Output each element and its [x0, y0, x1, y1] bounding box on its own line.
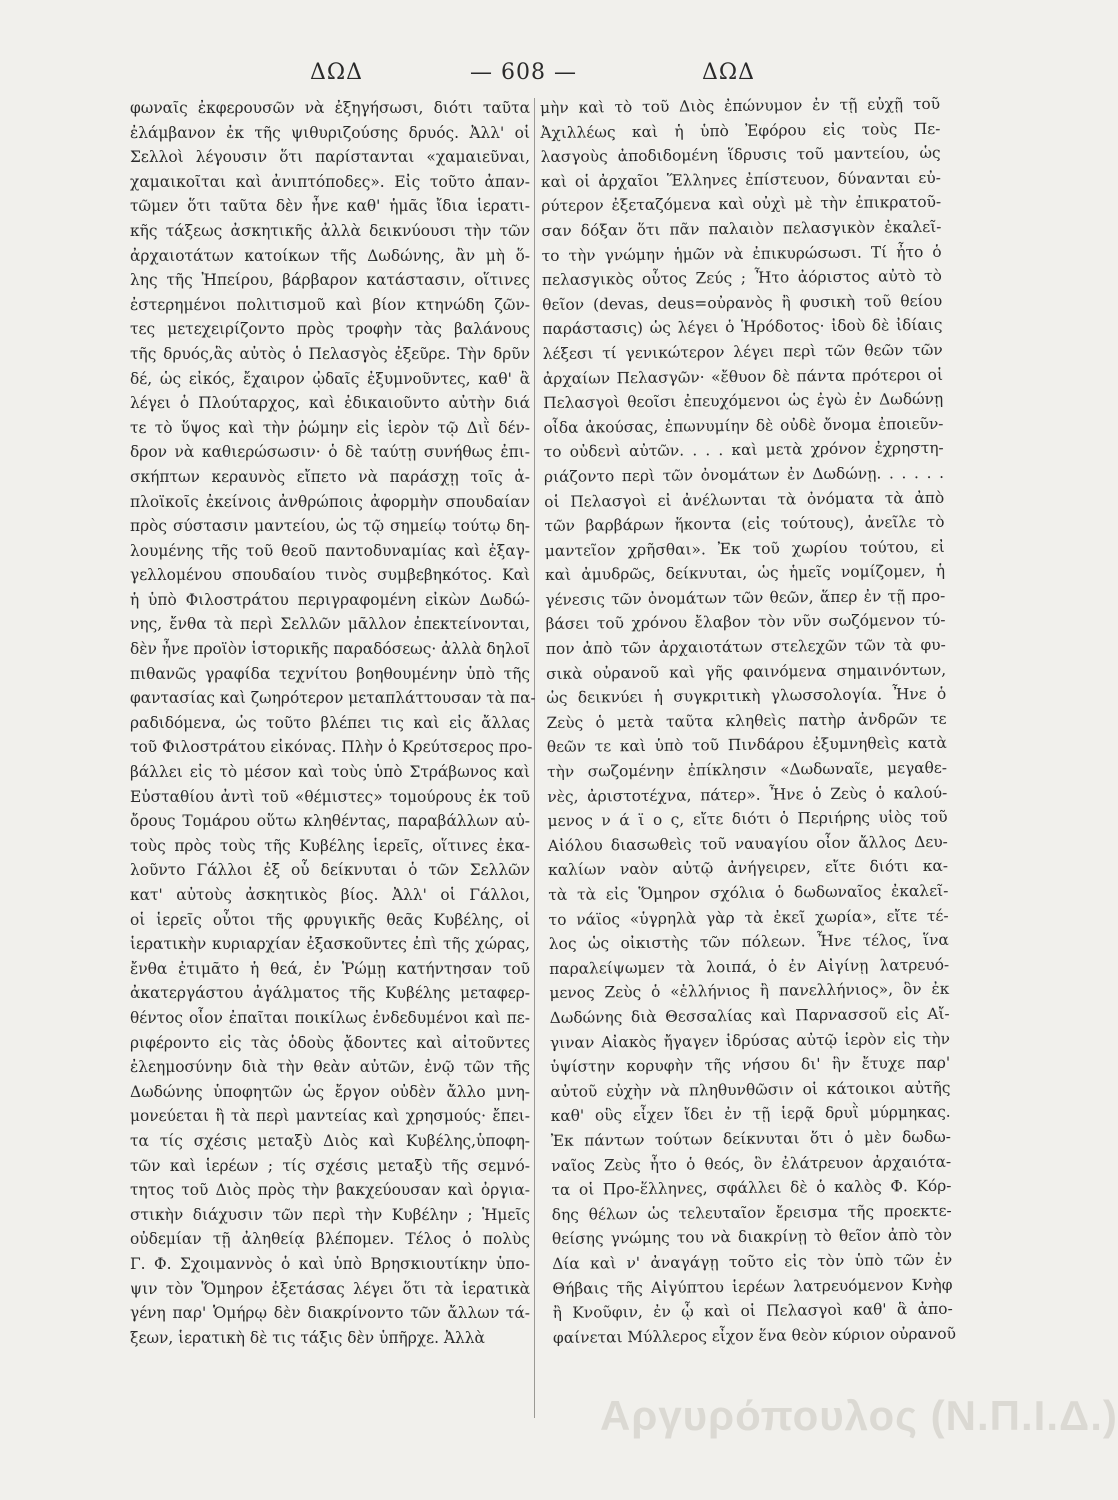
text-line: καθ' οὓς εἶχεν ἴδει ἐν τῇ ἱερᾷ δρυῒ μύρμηκας. [550, 1103, 951, 1126]
text-line: ὄρους Τομάρου οὕτω κληθέντας, παραβάλλων αὐ- [130, 812, 530, 831]
text-line: θείσης γνώμης του νὰ διακρίνῃ τὸ θεῖον ἀπὸ τὸν [551, 1226, 953, 1249]
text-line: τητος τοῦ Διὸς πρὸς τὴν βακχεύουσαν καὶ ὀργια- [130, 1181, 530, 1200]
text-line: μενος ν ά ϊ ο ς, εἴτε διότι ὁ Περιήρης υἱὸς τοῦ [547, 807, 948, 831]
text-line: σαν δόξαν ὅτι πᾶν παλαιὸν πελασγικὸν ἐκαλεῖ- [541, 217, 942, 240]
text-line: πιθανῶς γραφίδα τεχνίτου βοηθουμένην ὑπὸ τῆς [130, 664, 530, 683]
text-line: μαντεῖον χρῆσθαι». Ἐκ τοῦ χωρίου τούτου, εἰ [544, 537, 945, 560]
text-line: στικὴν διάχυσιν τῶν περὶ τὴν Κυβέλην ; Ἡμεῖς [130, 1205, 530, 1224]
text-line: κῆς τάξεως ἀσκητικῆς ἀλλὰ δεικνύουσι τὴν τῶν [130, 221, 530, 240]
watermark: Αργυρόπουλος (Ν.Π.Ι.Δ.) [600, 1392, 1118, 1439]
text-line: τῶν βαρβάρων ἥκοντα (εἰς τούτους), ἀνεῖλε τὸ [544, 512, 945, 536]
text-line: πον ἀπὸ τῶν ἀρχαιοτάτων στελεχῶν τῶν τὰ φυ- [545, 635, 946, 659]
page-number: — 608 — [470, 60, 577, 85]
text-line: τὰ τὰ εἰς Ὅμηρον σχόλια ὁ δωδωναῖος ἐκαλεῖ- [548, 881, 949, 904]
text-line: δης θέλων ὡς τελευταῖον ἔρεισμα τῆς προεκτε- [551, 1201, 952, 1224]
text-line: γένη παρ' Ὁμήρῳ δὲν διακρίνοντο τῶν ἄλλων τά- [130, 1304, 530, 1323]
text-line: αὐτοῦ εὐχὴν νὰ πληθυνθῶσιν οἱ κάτοικοι αὐτῆς [550, 1078, 951, 1101]
text-line: Δωδώνης ὑποφητῶν ὡς ἔργον οὐδὲν ἄλλο μνη- [130, 1082, 530, 1101]
text-line: λοῦντο Γάλλοι ἐξ οὗ δείκνυται ὁ τῶν Σελλῶν [130, 861, 530, 880]
text-line: ἐλεημοσύνην διὰ τὴν θεὰν αὐτῶν, ἐνῷ τῶν τῆς [130, 1058, 530, 1077]
text-line: Εὐσταθίου ἀντὶ τοῦ «θέμιστες» τομούρους ἐκ τοῦ [130, 787, 530, 806]
text-line: ραδιδόμενα, ὡς τοῦτο βλέπει τις καὶ εἰς ἄλλας [130, 713, 530, 732]
text-line: λέξεσι τί γενικώτερον λέγει περὶ τῶν θεῶν τῶν [542, 340, 943, 363]
text-line: τοῦ Φιλοστράτου εἰκόνας. Πλὴν ὁ Κρεύτσερος προ- [130, 738, 533, 757]
text-line: θεῶν τε καὶ ὑπὸ τοῦ Πινδάρου ἐξυμνηθεὶς κατὰ [546, 734, 947, 757]
text-line: το τὴν γνώμην ἡμῶν νὰ ἐπικυρώσωσι. Τί ἦτο ὁ [541, 242, 942, 265]
text-line: Ζεὺς ὁ μετὰ ταῦτα κληθεὶς πατὴρ ἀνδρῶν τε [546, 709, 947, 732]
header-right-term: ΔΩΔ [702, 60, 756, 85]
text-line: παράστασις) ὡς λέγει ὁ Ἡρόδοτος· ἰδοὺ δὲ ἰδίαις [542, 316, 943, 339]
left-column [130, 96, 536, 1350]
text-line: σικὰ οὐρανοῦ καὶ γῆς φαινόμενα σημαινόντων, [545, 660, 947, 683]
text-line: καὶ ἀμυδρῶς, δείκνυται, ὡς ἡμεῖς νομίζομεν, ἡ [544, 562, 946, 585]
text-line: ἀκατεργάστου ἀγάλματος τῆς Κυβέλης μεταφερ- [130, 984, 530, 1003]
text-line: καλίων ναὸν αὐτῷ ἀνήγειρεν, εἴτε διότι κα- [548, 857, 949, 880]
text-line: ἀρχαιοτάτων κατοίκων τῆς Δωδώνης, ἂν μὴ ὅ- [130, 246, 530, 265]
text-line: γένεσις τῶν ὀνομάτων τῶν θεῶν, ἅπερ ἐν τῇ προ- [545, 586, 946, 609]
text-line: λος ὡς οἰκιστὴς τῶν πόλεων. Ἦνε τέλος, ἵνα [548, 930, 949, 954]
text-line: Θήβαις τῆς Αἰγύπτου ἱερέων λατρευόμενον Κνὴφ [552, 1275, 953, 1298]
text-line: ἐστερημένοι πολιτισμοῦ καὶ βίον κτηνώδη ζῶν- [130, 295, 530, 314]
text-line: κατ' αὐτοὺς ἀσκητικὸς βίος. Ἀλλ' οἱ Γάλλοι, [130, 886, 530, 904]
text-line: φαντασίας καὶ ζωηρότερον μεταπλάττουσαν τὰ πα- [130, 689, 536, 708]
text-line: οὐδεμίαν τῇ ἀληθείᾳ βλέπομεν. Τέλος ὁ πολὺς [130, 1230, 530, 1249]
text-line: τες μετεχειρίζοντο πρὸς τροφὴν τὰς βαλάνους [130, 320, 530, 339]
text-line: ναῖος Ζεὺς ἦτο ὁ θεός, ὃν ἐλάτρευον ἀρχαιότα- [551, 1152, 952, 1175]
text-line: ξεων, ἱερατικὴ δὲ τις τάξις δὲν ὑπῆρχε. Ἀλλὰ [130, 1328, 485, 1347]
text-line: ἢ Κνοῦφιν, ἐν ᾧ καὶ οἱ Πελασγοὶ καθ' ἃ ἀπο- [552, 1299, 953, 1323]
text-line: θεῖον (devas, deus=οὐρανὸς ἢ φυσικὴ τοῦ θείου [542, 291, 943, 314]
text-line: Γ. Φ. Σχοιμαννὸς ὁ καὶ ὑπὸ Βρησκιουτίκην ὑπο- [130, 1254, 530, 1273]
text-line: το νάϊος «ὑγρηλὰ γὰρ τὰ ἐκεῖ χωρία», εἴτε τέ- [548, 906, 949, 929]
text-line: ἡ ὑπὸ Φιλοστράτου περιγραφομένη εἰκὼν Δωδώ- [130, 590, 530, 609]
text-line: λης τῆς Ἠπείρου, βάρβαρον κατάστασιν, οἵτινες [130, 271, 530, 290]
text-line: ἀρχαίων Πελασγῶν· «ἔθυον δὲ πάντα πρότεροι οἱ [542, 365, 944, 388]
text-line: τῆς δρυός,ἃς αὐτὸς ὁ Πελασγὸς ἐξεῦρε. Τὴν δρῦν [130, 344, 530, 363]
column-divider [534, 98, 535, 1418]
text-line: ἐλάμβανον ἐκ τῆς ψιθυριζούσης δρυός. Ἀλλ' οἱ [130, 123, 530, 142]
text-line: πλοϊκοῖς ἐκείνοις ἀνθρώποις ἀφορμὴν σπουδαίαν [130, 492, 530, 511]
text-line: Δία καὶ ν' ἀναγάγῃ τοῦτο εἰς τὸν ὑπὸ τῶν ἐν [552, 1250, 953, 1273]
text-line: φαίνεται Μύλλερος εἶχον ἕνα θεὸν κύριον οὐρανοῦ [552, 1324, 956, 1347]
text-line: καὶ οἱ ἀρχαῖοι Ἕλληνες ἐπίστευον, δύνανται εὐ- [540, 168, 941, 191]
text-line: βάλλει εἰς τὸ μέσον καὶ τοὺς ὑπὸ Στράβωνος καὶ [130, 763, 530, 782]
text-line: λουμένης τῆς τοῦ θεοῦ παντοδυναμίας καὶ ἐξαγ- [130, 541, 530, 560]
text-line: Αἰόλου διασωθεὶς τοῦ ναυαγίου οἶον ἄλλος Δευ- [547, 832, 948, 855]
text-line: τῶμεν ὅτι ταῦτα δὲν ἦνε καθ' ἡμᾶς ἴδια ἱερατι- [130, 197, 530, 216]
text-line: λέγει ὁ Πλούταρχος, καὶ ἐδικαιοῦντο αὐτὴν διά [130, 394, 530, 413]
text-line: Σελλοὶ λέγουσιν ὅτι παρίστανται «χαμαιεῦναι, [130, 148, 530, 167]
text-line: μενος Ζεὺς ὁ «ἑλλήνιος ἢ πανελλήνιος», ὃν ἐκ [549, 980, 950, 1003]
text-line: ὡς δεικνύει ἡ συγκριτικὴ γλωσσολογία. Ἦνε ὁ [546, 685, 947, 708]
text-line: σκήπτων κεραυνὸς εἴπετο νὰ παράσχῃ τοῖς ἁ- [130, 467, 530, 486]
text-line: νὲς, ἀριστοτέχνα, πάτερ». Ἦνε ὁ Ζεὺς ὁ καλού- [547, 783, 948, 806]
text-line: Ἀχιλλέως καὶ ἡ ὑπὸ Ἐφόρου εἰς τοὺς Πε- [540, 119, 941, 142]
page-header [0, 60, 995, 96]
text-line: οἱ ἱερεῖς οὗτοι τῆς φρυγικῆς θεᾶς Κυβέλης, οἱ [130, 910, 530, 929]
text-line: χαμαικοῖται καὶ ἀνιπτόποδες». Εἰς τοῦτο ἀπαν- [130, 172, 530, 191]
text-line: πρὸς σύστασιν μαντείου, ὡς τῷ σημείῳ τούτῳ δη- [130, 517, 530, 536]
right-column [540, 92, 956, 1350]
text-line: τοὺς πρὸς τοὺς τῆς Κυβέλης ἱερεῖς, οἵτινες ἐκα- [130, 836, 530, 855]
text-line: τα οἱ Προ-ἕλληνες, σφάλλει δὲ ὁ καλὸς Φ. Κόρ- [551, 1176, 952, 1200]
text-line: γιναν Αἰακὸς ἤγαγεν ἱδρύσας αὐτῷ ἱερὸν εἰς τὴν [549, 1029, 950, 1052]
text-line: ρύτερον ἐξεταζόμενα καὶ οὐχὶ μὲ τὴν ἐπικρατοῦ- [541, 193, 942, 216]
text-line: οἱ Πελασγοὶ εἰ ἀνέλωνται τὰ ὀνόματα τὰ ἀπὸ [544, 488, 945, 511]
text-line: τε τὸ ὕψος καὶ τὴν ῥώμην εἰς ἱερὸν τῷ Διῒ δέν- [130, 418, 530, 437]
text-line: τὴν σωζομένην ἐπίκλησιν «Δωδωναῖε, μεγαθε- [546, 758, 948, 781]
text-line: Ἐκ πάντων τούτων δείκνυται ὅτι ὁ μὲν δωδω- [550, 1127, 952, 1150]
text-line: φωναῖς ἐκφερουσῶν νὰ ἐξηγήσωσι, διότι ταῦτα [130, 99, 530, 117]
text-line: λασγοὺς ἀποδιδομένη ἵδρυσις τοῦ μαντείου, ὡς [540, 143, 941, 167]
text-line: νης, ἔνθα τὰ περὶ Σελλῶν μᾶλλον ἐπεκτείνονται, [130, 615, 530, 634]
text-line: γελλομένου σπουδαίου τινὸς συμβεβηκότος. Καὶ [130, 566, 530, 585]
text-line: το οὐδενὶ αὐτῶν. . . . καὶ μετὰ χρόνον ἐχρηστη- [543, 439, 944, 462]
text-line: ριφέροντο εἰς τὰς ὁδοὺς ᾄδοντες καὶ αἰτοῦντες [130, 1033, 530, 1052]
text-line: μὴν καὶ τὸ τοῦ Διὸς ἐπώνυμον ἐν τῇ εὐχῇ τοῦ [540, 94, 941, 117]
text-line: μονεύεται ἢ τὰ περὶ μαντείας καὶ χρησμούς· ἔπει- [130, 1107, 530, 1126]
text-line: δρον νὰ καθιερώσωσιν· ὁ δὲ ταύτῃ συνήθως ἐπι- [130, 443, 530, 462]
text-line: δέ, ὡς εἰκός, ἔχαιρον ᾠδαῖς ἐξυμνοῦντες, καθ' ἃ [130, 369, 530, 388]
text-line: ἱερατικὴν κυριαρχίαν ἐξασκοῦντες ἐπὶ τῆς χώρας, [130, 935, 530, 954]
text-line: τῶν καὶ ἱερέων ; τίς σχέσις μεταξὺ τῆς σεμνό- [130, 1156, 530, 1175]
text-line: δὲν ἦνε προϊὸν ἱστορικῆς παραδόσεως· ἀλλὰ δηλοῖ [130, 640, 530, 659]
text-line: ψιν τὸν Ὅμηρον ἐξετάσας λέγει ὅτι τὰ ἱερατικὰ [130, 1279, 530, 1298]
text-line: ἔνθα ἐτιμᾶτο ἡ θεά, ἐν Ῥώμῃ κατήντησαν τοῦ [130, 959, 530, 978]
text-line: Πελασγοὶ θεοῖσι ἐπευχόμενοι ὡς ἐγὼ ἐν Δωδώνῃ [543, 389, 944, 413]
text-line: ριάζοντο περὶ τῶν ὀνομάτων ἐν Δωδώνῃ. . . . . . [543, 463, 945, 486]
text-line: ὑψίστην κορυφὴν τῆς νήσου δι' ἣν ἔτυχε παρ' [550, 1053, 951, 1077]
text-line: θέντος οἷον ἐπαῖται ποικίλως ἐνδεδυμένοι καὶ πε- [130, 1008, 530, 1027]
text-line: Δωδώνης διὰ Θεσσαλίας καὶ Παρνασσοῦ εἰς Αἴ- [549, 1004, 950, 1027]
header-left-term: ΔΩΔ [310, 60, 364, 85]
text-line: οἶδα ἀκούσας, ἐπωνυμίην δὲ οὐδὲ ὄνομα ἐποιεῦν- [543, 414, 944, 437]
text-line: παραλείψωμεν τὰ λοιπά, ὁ ἐν Αἰγίνῃ λατρευό- [549, 955, 950, 978]
text-line: βάσει τοῦ χρόνου ἔλαβον τὸν νῦν σωζόμενον τύ- [545, 611, 946, 634]
text-line: τα τίς σχέσις μεταξὺ Διὸς καὶ Κυβέλης,ὑποφη- [130, 1131, 530, 1150]
text-line: πελασγικὸς οὗτος Ζεύς ; Ἦτο ἀόριστος αὐτὸ τὸ [541, 266, 943, 290]
